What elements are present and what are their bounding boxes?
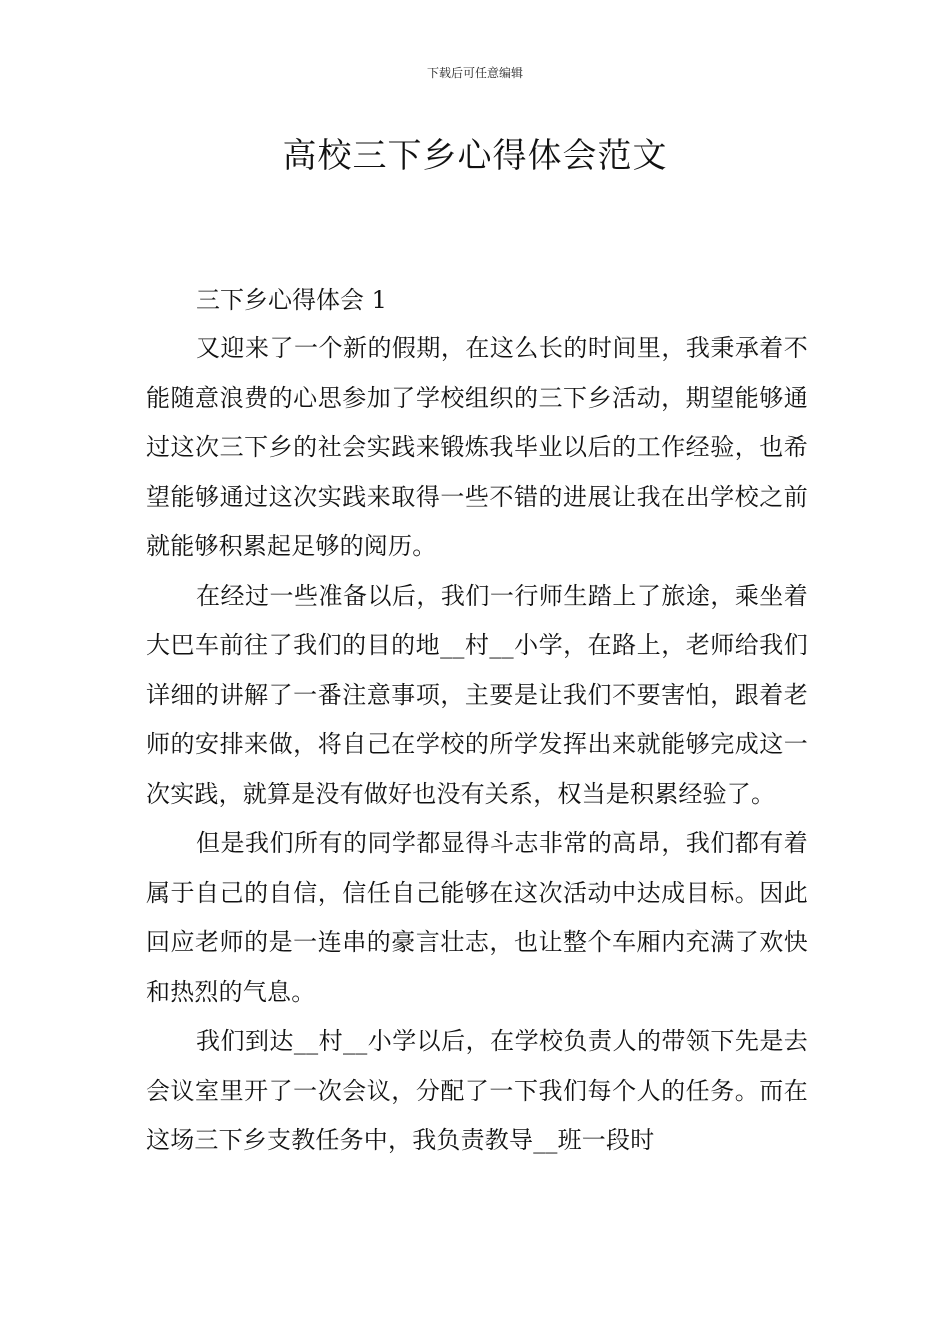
header-note: 下载后可任意编辑 — [426, 66, 523, 80]
paragraph-2: 在经过一些准备以后，我们一行师生踏上了旅途，乘坐着大巴车前往了我们的目的地__村__小学，在路上，老师给我们详细的讲解了一番注意事项，主要是让我们不要害怕，跟着老师的安排来做，将自己在学校的所学发挥出来就能够完成这一次实践，就算是没有做好也没有关系，权当是积累经验了。 — [146, 581, 808, 808]
document-body — [146, 276, 808, 1166]
paragraph-3: 但是我们所有的同学都显得斗志非常的高昂，我们都有着属于自己的自信，信任自己能够在这次活动中达成目标。因此回应老师的是一连串的豪言壮志，也让整个车厢内充满了欢快和热烈的气息。 — [146, 829, 808, 1006]
paragraph-4: 我们到达__村__小学以后，在学校负责人的带领下先是去会议室里开了一次会议，分配了一下我们每个人的任务。而在这场三下乡支教任务中，我负责教导__班一段时 — [146, 1027, 808, 1154]
section-heading: 三下乡心得体会 1 — [196, 286, 387, 314]
document-title: 高校三下乡心得体会范文 — [282, 136, 668, 176]
paragraph-1: 又迎来了一个新的假期，在这么长的时间里，我秉承着不能随意浪费的心思参加了学校组织的三下乡活动，期望能够通过这次三下乡的社会实践来锻炼我毕业以后的工作经验，也希望能够通过这次实践来取得一些不错的进展让我在出学校之前就能够积累起足够的阅历。 — [146, 334, 808, 560]
